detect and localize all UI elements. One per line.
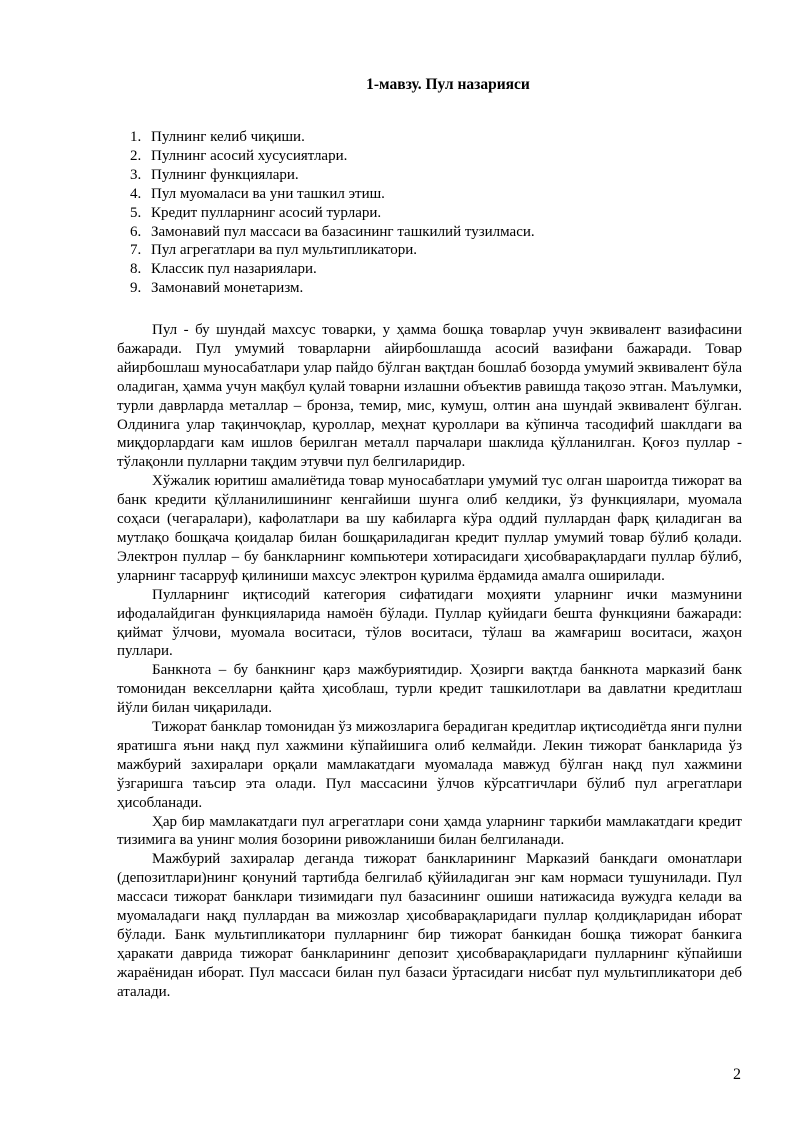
body-text: [117, 321, 742, 1002]
list-item: 7. Пул агрегатлари ва пул мультипликатори.: [130, 242, 417, 259]
list-item: 1. Пулнинг келиб чиқиши.: [130, 129, 305, 145]
page-number: 2: [733, 1066, 741, 1083]
page-title: 1-мавзу. Пул назарияси: [366, 76, 530, 93]
list-item: 2. Пулнинг асосий хусусиятлари.: [130, 147, 348, 164]
paragraph: Хўжалик юритиш амалиётида товар муносабатлари умумий тус олган шароитда тижорат ва банк кредити қўлланилишининг кенгайиши шунга олиб келдики, ўз функциялари, муомала соҳаси (чегаралари), кафолатлари ва шу кабиларга кўра оддий пуллардан фарқ қиладиган ва мутлақо бошқача қоидалар билан бошқариладиган кредит пуллар умумий товар бўлиб қолади. Электрон пуллар – бу банкларнинг компьютери хотирасидаги ҳисобварақлардаги пуллар бўлиб, уларнинг тасарруф қилиниши махсус электрон қурилма ёрдамида амалга оширилади.: [117, 473, 742, 584]
paragraph: Банкнота – бу банкнинг қарз мажбуриятидир. Ҳозирги вақтда банкнота марказий банк томонидан векселларни қайта ҳисоблаш, турли кредит ташкилотлари ва давлатни кредитлаш йўли билан чиқарилади.: [117, 662, 742, 717]
paragraph: Пулларнинг иқтисодий категория сифатидаги моҳияти уларнинг ички мазмунини ифодалайдиган функцияларида намоён бўлади. Пуллар қуйидаги бешта функцияни бажаради: қиймат ўлчови, муомала воситаси, тўлов воситаси, тўлаш ва жамғариш воситаси, жаҳон пуллари.: [117, 586, 742, 660]
list-item: 3. Пулнинг функциялари.: [130, 166, 299, 183]
paragraph: Мажбурий захиралар деганда тижорат банкларининг Марказий банкдаги омонатлари (депозитлари)нинг қонуний тартибда белгилаб қўйиладиган энг кам нормаси тушунилади. Пул массаси тижорат банклари тизимидаги пул базасининг ошиши натижасида вужудга келади ва муомаладаги нақд пуллардан ва мижозлар ҳисобварақларидаги пуллар қолдиқларидан иборат бўлади. Банк мультипликатори пулларнинг бир тижорат банкидан бошқа тижорат банкига ҳаракати даврида тижорат банкларининг депозит ҳисобварақларидаги пулларнинг кўпайиши жараёнидан иборат. Пул массаси билан пул базаси ўртасидаги нисбат пул мультипликатори деб аталади.: [117, 851, 742, 1000]
list-item: 6. Замонавий пул массаси ва базасининг ташкилий тузилмаси.: [130, 223, 535, 240]
list-item: 9. Замонавий монетаризм.: [130, 280, 304, 297]
paragraph: Пул - бу шундай махсус товарки, у ҳамма бошқа товарлар учун эквивалент вазифасини бажаради. Пул умумий товарларни айирбошлашда асосий вазифани бажаради. Товар айирбошлаш муносабатлари улар пайдо бўлган вақтдан бошлаб бозорда умумий эквивалент бўла оладиган, ҳамма учун мақбул қулай товарни излашни объектив равишда тақозо этган. Маълумки, турли даврларда металлар – бронза, темир, мис, кумуш, олтин ана шундай эквивалент бўлган. Олдинига улар тақинчоқлар, қуроллар, меҳнат қуроллари ва кўпинча тасодифий шаклдаги ва миқдорлардаги кам ишлов берилган металл парчалари шаклида қўлланилган. Қоғоз пуллар - тўлақонли пулларни тақдим этувчи пул белгиларидир.: [117, 322, 742, 471]
paragraph: Ҳар бир мамлакатдаги пул агрегатлари сони ҳамда уларнинг таркиби мамлакатдаги кредит тизимига ва унинг молия бозорини ривожланиши билан белгиланади.: [117, 813, 742, 849]
topic-list: [130, 128, 535, 298]
list-item: 8. Классик пул назариялари.: [130, 261, 317, 278]
list-item: 5. Кредит пулларнинг асосий турлари.: [130, 204, 382, 221]
list-item: 4. Пул муомаласи ва уни ташкил этиш.: [130, 185, 385, 202]
paragraph: Тижорат банклар томонидан ўз мижозларига берадиган кредитлар иқтисодиётда янги пулни яратишга яъни нақд пул хажмини кўпайишига олиб келмайди. Лекин тижорат банкларида ўз мажбурий захиралари орқали мамлакатдаги муомалада мавжуд бўлган нақд пул хажмини ўзгаришга таъсир эта олади. Пул массасини ўлчов кўрсатгичлари бўлиб пул агрегатлари ҳисобланади.: [117, 719, 742, 811]
